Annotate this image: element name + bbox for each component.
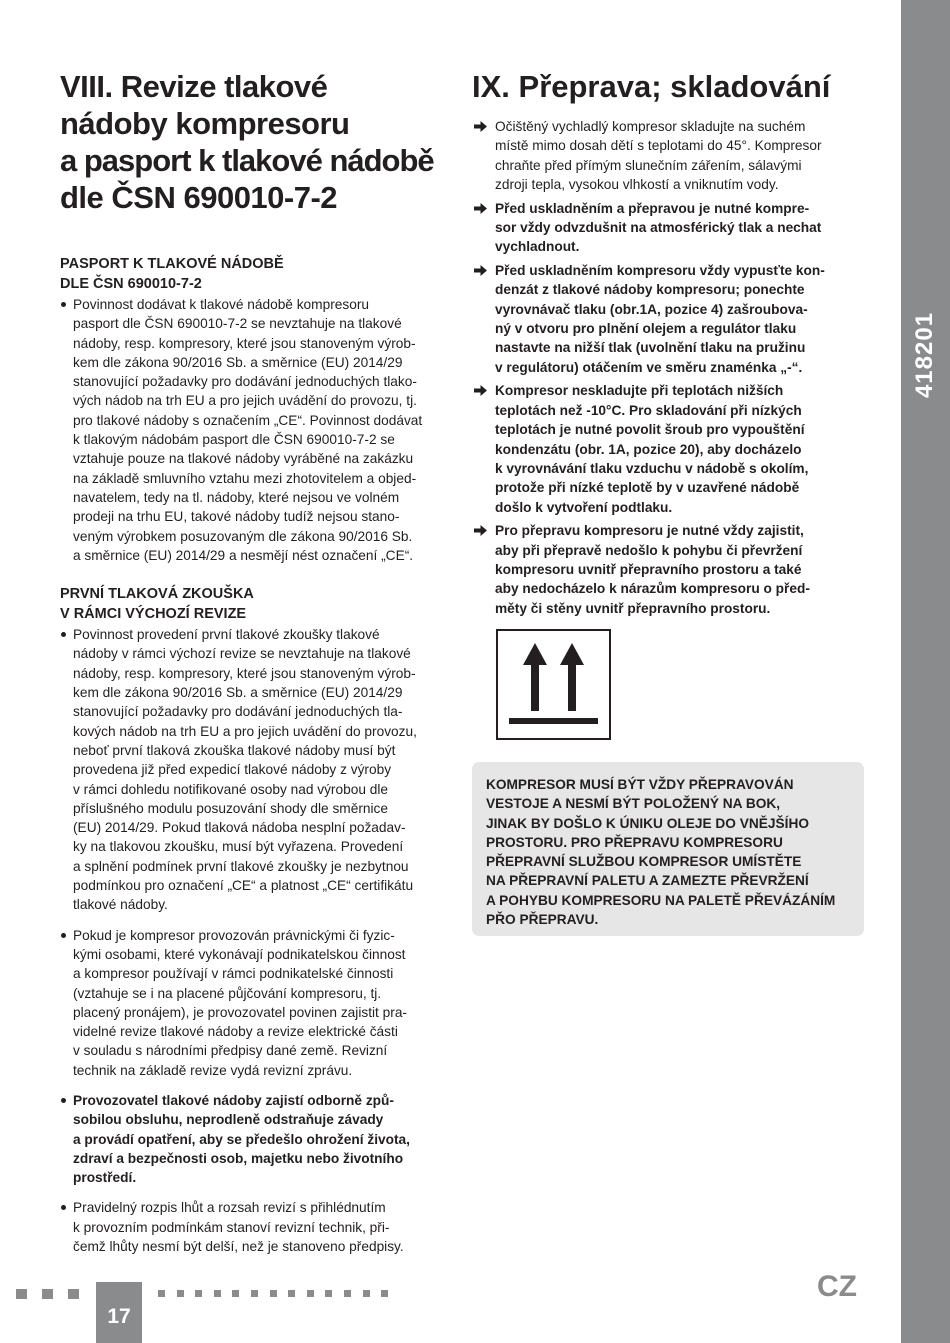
title-line: dle ČSN 690010-7-2 (60, 180, 338, 215)
heading-line: V RÁMCI VÝCHOZÍ REVIZE (60, 606, 247, 623)
arrow-right-icon (474, 385, 487, 396)
list-item: Kompresor neskladujte při teplotách nižších teplotách než -10°C. Pro skladování při nízkých teplotách je nutné povolit šroub pro vypouštění kondenzátu (obr. 1A, pozice 20), aby docházelo k vyrovnávání tlaku vzduchu v nádobě s okolím, protože při nízké teplotě by v uzavřené nádobě došlo k vytvoření podtlaku. (472, 381, 867, 517)
this-way-up-icon (498, 631, 609, 738)
section-viii-title (60, 68, 455, 216)
notice-line: KOMPRESOR MUSÍ BÝT VŽDY PŘEPRAVOVÁN (486, 777, 794, 792)
arrow-right-icon (474, 525, 487, 536)
notice-line: A POHYBU KOMPRESORU NA PALETĚ PŘEVÁZÁNÍM (486, 892, 836, 908)
footer-dot (68, 1289, 79, 1299)
arrow-right-icon (474, 121, 487, 132)
list-item: Pravidelný rozpis lhůt a rozsah revizí s přihlédnutím k provozním podmínkám stanoví revizní technik, při- čemž lhůty nesmí být delší, než je stanoveno předpisy. (60, 1198, 455, 1256)
pressure-test-heading (60, 584, 455, 624)
footer-dot (177, 1290, 184, 1297)
arrow-right-icon (474, 203, 487, 214)
notice-line: PŘO PŘEPRAVU. (486, 912, 599, 928)
footer-dot (214, 1290, 221, 1297)
side-tab-bar (901, 0, 950, 1343)
list-item: Povinnost dodávat k tlakové nádobě kompresoru pasport dle ČSN 690010-7-2 se nevztahuje na tlakové nádoby, resp. kompresory, které jsou stanoveným výrob- kem dle zákona 90/2016 Sb. a směrnice (EU) 2014/29 stanovující požadavky pro dodávání jednoduchých tlako- vých nádob na trh EU a pro jejich uvádění do provozu, tj. pro tlakové nádoby s označením „CE“. Povinnost dodávat k tlakovým nádobám pasport dle ČSN 690010-7-2 se vztahuje pouze na tlakové nádoby vyráběné na zakázku na základě smluvního vztahu mezi zhotovitelem a objed- navatelem, tedy na tl. nádoby, které nejsou ve volném prodeji na trhu EU, takové nádoby tudíž nejsou stano- veným výrobkem posuzovaným dle zákona 90/2016 Sb. a směrnice (EU) 2014/29 a nesmějí nést označení „CE“. (60, 295, 455, 565)
title-line: nádoby kompresoru (60, 106, 350, 141)
list-item: Očištěný vychladlý kompresor skladujte na suchém místě mimo dosah dětí s teplotami do 45°. Kompresor chraňte před přímým slunečním zářením, sálavými zdroji tepla, vysokou vlhkostí a vniknutím vody. (472, 117, 867, 195)
section-ix-title: IX. Přeprava; skladování (472, 69, 831, 104)
notice-line: PROSTORU. PRO PŘEPRAVU KOMPRESORU (486, 834, 783, 850)
passport-list (60, 295, 455, 565)
footer-dot (325, 1290, 332, 1297)
title-line: a pasport k tlakové nádobě (60, 143, 434, 178)
this-way-up-symbol (496, 629, 611, 740)
product-code: 418201 (911, 311, 938, 399)
footer-dot (307, 1290, 314, 1297)
transport-notice (472, 762, 864, 936)
footer-dot (16, 1289, 27, 1299)
right-column (472, 68, 867, 618)
notice-line: NA PŘEPRAVNÍ PALETU A ZAMEZTE PŘEVRŽENÍ (486, 873, 809, 889)
heading-line: PRVNÍ TLAKOVÁ ZKOUŠKA (60, 586, 254, 603)
list-item: Před uskladněním kompresoru vždy vypusťte kon- denzát z tlakové nádoby kompresoru; ponechte vyrovnávač tlaku (obr.1A, pozice 4) zašroubova- ný v otvoru pro plnění olejem a regulátor tlaku nastavte na nižší tlak (uvolnění tlaku na pružinu v regulátoru) otáčením ve směru znaménka „-“. (472, 261, 867, 377)
footer-dot (270, 1290, 277, 1297)
footer-dot (251, 1290, 258, 1297)
arrow-right-icon (474, 265, 487, 276)
footer-dot (381, 1290, 388, 1297)
language-code: CZ (817, 1270, 857, 1303)
footer-dot (42, 1289, 53, 1299)
left-column (60, 68, 455, 1256)
footer-dot (232, 1290, 239, 1297)
pressure-test-list (60, 625, 455, 1256)
footer-dot (288, 1290, 295, 1297)
title-line: VIII. Revize tlakové (60, 69, 328, 104)
notice-line: JINAK BY DOŠLO K ÚNIKU OLEJE DO VNĚJŠÍHO (486, 815, 809, 831)
footer-dot (158, 1290, 165, 1297)
footer-dot (363, 1290, 370, 1297)
list-item: Pro přepravu kompresoru je nutné vždy zajistit, aby při přepravě nedošlo k pohybu či převržení kompresoru uvnitř přepravního prostoru a také aby nedocházelo k nárazům kompresoru o před- měty či stěny uvnitř přepravního prostoru. (472, 521, 867, 618)
page-number: 17 (96, 1282, 142, 1343)
list-item: Povinnost provedení první tlakové zkoušky tlakové nádoby v rámci výchozí revize se nevztahuje na tlakové nádoby, resp. kompresory, které jsou stanoveným výrob- kem dle zákona 90/2016 Sb. a směrnice (EU) 2014/29 stanovující požadavky pro dodávání jednoduchých tla- kových nádob na trh EU a pro jejich uvádění do provozu, neboť první tlaková zkouška tlakové nádoby musí být provedena již před expedicí tlakové nádoby z výroby v rámci dohledu notifikované osoby nad výrobou dle příslušného modulu posuzování shody dle směrnice (EU) 2014/29. Pokud tlaková nádoba nesplní požadav- ky na tlakovou zkoušku, musí být vyřazena. Provedení a splnění podmínek první tlakové zkoušky je nezbytnou podmínkou pro označení „CE“ a platnost „CE“ certifikátu tlakové nádoby. (60, 625, 455, 914)
passport-heading (60, 254, 455, 294)
notice-line: VESTOJE A NESMÍ BÝT POLOŽENÝ NA BOK, (486, 796, 781, 812)
footer-dot (195, 1290, 202, 1297)
storage-list (472, 117, 867, 618)
list-item: Pokud je kompresor provozován právnickými či fyzic- kými osobami, které vykonávají podnikatelskou činnost a kompresor používají v rámci podnikatelské činnosti (vztahuje se i na placené půjčování kompresoru, tj. placený pronájem), je provozovatel povinen zajistit pra- videlné revize tlakové nádoby a revize elektrické části v souladu s národními předpisy dané země. Revizní technik na základě revize vydá revizní zprávu. (60, 926, 455, 1080)
heading-line: PASPORT K TLAKOVÉ NÁDOBĚ (60, 256, 284, 272)
list-item: Provozovatel tlakové nádoby zajistí odborně způ- sobilou obsluhu, neprodleně odstraňuje závady a provádí opatření, aby se předešlo ohrožení života, zdraví a bezpečnosti osob, majetku nebo životního prostředí. (60, 1091, 455, 1187)
heading-line: DLE ČSN 690010-7-2 (60, 276, 202, 292)
notice-line: PŘEPRAVNÍ SLUŽBOU KOMPRESOR UMÍSTĚTE (486, 854, 802, 870)
footer-dot (344, 1290, 351, 1297)
list-item: Před uskladněním a přepravou je nutné kompre- sor vždy odvzdušnit na atmosférický tlak a nechat vychladnout. (472, 199, 867, 257)
